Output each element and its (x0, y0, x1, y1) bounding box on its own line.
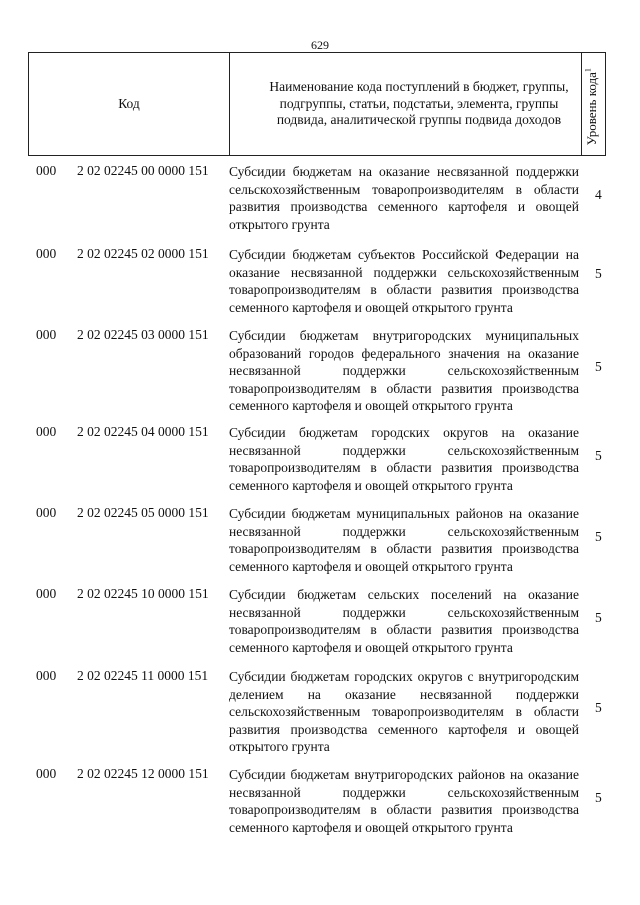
row-admin-code: 000 (36, 505, 57, 520)
row-code: 2 02 02245 11 0000 151 (77, 668, 209, 683)
table-header (28, 52, 606, 156)
row-level: 5 (595, 790, 602, 805)
row-code: 2 02 02245 02 0000 151 (77, 246, 209, 261)
row-name: Субсидии бюджетам городских округов с внутригородским делением на оказание несвязанной поддержки сельскохозяйственным товаропроизводителям в области развития производства семенного картофеля и овощей открытого грунта (229, 669, 579, 754)
row-admin-code: 000 (36, 246, 57, 261)
row-name: Субсидии бюджетам сельских поселений на оказание несвязанной поддержки сельскохозяйственным товаропроизводителям в области развития производства семенного картофеля и овощей открытого грунта (229, 587, 579, 655)
row-name: Субсидии бюджетам внутригородских районов на оказание несвязанной поддержки сельскохозяйственным товаропроизводителям в области развития производства семенного картофеля и овощей открытого грунта (229, 767, 579, 835)
header-level-label: Уровень кода (584, 71, 599, 145)
row-level: 5 (595, 359, 602, 374)
row-admin-code: 000 (36, 424, 57, 439)
row-name: Субсидии бюджетам внутригородских муниципальных образований городов федерального значения на оказание несвязанной поддержки сельскохозяйственным товаропроизводителям в области развития производства семенного картофеля и овощей открытого грунта (229, 328, 579, 413)
row-code: 2 02 02245 12 0000 151 (77, 766, 209, 781)
header-code: Код (29, 53, 230, 155)
row-level: 5 (595, 610, 602, 625)
row-admin-code: 000 (36, 668, 57, 683)
header-level (581, 53, 605, 155)
row-code: 2 02 02245 00 0000 151 (77, 163, 209, 178)
row-code: 2 02 02245 03 0000 151 (77, 327, 209, 342)
row-admin-code: 000 (36, 327, 57, 342)
row-code: 2 02 02245 05 0000 151 (77, 505, 209, 520)
row-name: Субсидии бюджетам на оказание несвязанной поддержки сельскохозяйственным товаропроизводителям в области развития производства семенного картофеля и овощей открытого грунта (229, 164, 579, 232)
row-code: 2 02 02245 10 0000 151 (77, 586, 209, 601)
header-level-text (584, 68, 600, 145)
row-level: 4 (595, 187, 602, 202)
header-level-footnote: 1 (583, 67, 593, 72)
header-name (230, 53, 607, 155)
row-level: 5 (595, 448, 602, 463)
page-number: 629 (311, 38, 329, 52)
row-code: 2 02 02245 04 0000 151 (77, 424, 209, 439)
row-admin-code: 000 (36, 586, 57, 601)
row-admin-code: 000 (36, 163, 57, 178)
row-name: Субсидии бюджетам городских округов на оказание несвязанной поддержки сельскохозяйственным товаропроизводителям в области развития производства семенного картофеля и овощей открытого грунта (229, 425, 579, 493)
row-admin-code: 000 (36, 766, 57, 781)
row-name: Субсидии бюджетам субъектов Российской Федерации на оказание несвязанной поддержки сельскохозяйственным товаропроизводителям в области развития производства семенного картофеля и овощей открытого грунта (229, 247, 579, 315)
row-level: 5 (595, 529, 602, 544)
row-name: Субсидии бюджетам муниципальных районов на оказание несвязанной поддержки сельскохозяйственным товаропроизводителям в области развития производства семенного картофеля и овощей открытого грунта (229, 506, 579, 574)
header-name-text: Наименование кода поступлений в бюджет, группы, подгруппы, статьи, подстатьи, элемента, группы подвида, аналитической группы подвида доходов (269, 79, 569, 128)
row-level: 5 (595, 700, 602, 715)
row-level: 5 (595, 266, 602, 281)
